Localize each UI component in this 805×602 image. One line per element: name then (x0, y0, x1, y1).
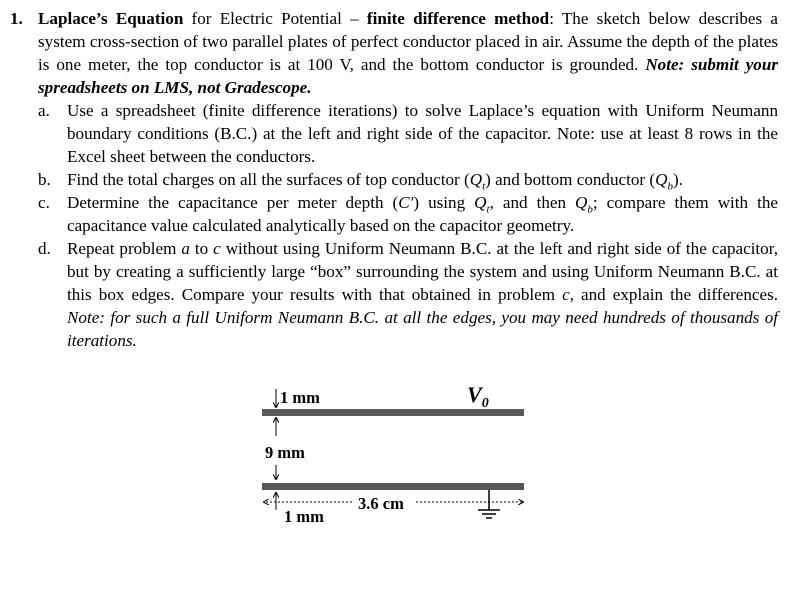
ground-icon (478, 490, 500, 518)
bottom-thickness-label: 1 mm (284, 507, 324, 526)
gap-label: 9 mm (265, 443, 305, 462)
voltage-label: $V_0$ (467, 382, 489, 411)
iterations-note: Note: for such a full Uniform Neumann B.C. at all the edges, you may need hundreds of thousands of iterations. (67, 308, 778, 350)
submit-note: Note: submit your spreadsheets on LMS, not Gradescope. (38, 55, 778, 97)
bottom-plate (262, 483, 524, 490)
part-a: a. Use a spreadsheet (finite difference iterations) to solve Laplace’s equation with Uniform Neumann boundary conditions (B.C.) at the left and right side of the capacitor. Note: use at least 8 rows in the Excel sheet between the conductors. (38, 101, 778, 166)
part-d: d. Repeat problem a to c without using Uniform Neumann B.C. at the left and right side of the capacitor, but by creating a sufficiently large “box” surrounding the system and using Uniform Neumann B.C. at this box edges. Compare your results with that obtained in problem c, and explain the differences. Note: for such a full Uniform Neumann B.C. at all the edges, you may need hundreds of thousands of iterations. (38, 239, 779, 350)
problem-intro: Laplace’s Equation for Electric Potential – finite difference method: The sketch below describes a system cross-section of two parallel plates of perfect conductor placed in air. Assume the depth of the plates is one meter, the top conductor is at 100 V, and the bottom conductor is grounded. Note: submit your spreadsheets on LMS, not Gradescope. (38, 9, 778, 97)
problem-number: 1. (10, 9, 23, 28)
problem-title: Laplace’s Equation (38, 9, 184, 28)
width-label: 3.6 cm (358, 494, 404, 513)
part-c: c. Determine the capacitance per meter depth (C′) using $Q_t$, and then $Q_b$; compare them with the capacitance value calculated analytically based on the capacitor geometry. (38, 193, 778, 235)
part-b: b. Find the total charges on all the surfaces of top conductor $(Q_t)$ and bottom conductor $(Q_b)$. (38, 170, 683, 193)
method-name: finite difference method (366, 9, 550, 28)
top-thickness-label: 1 mm (280, 388, 320, 407)
